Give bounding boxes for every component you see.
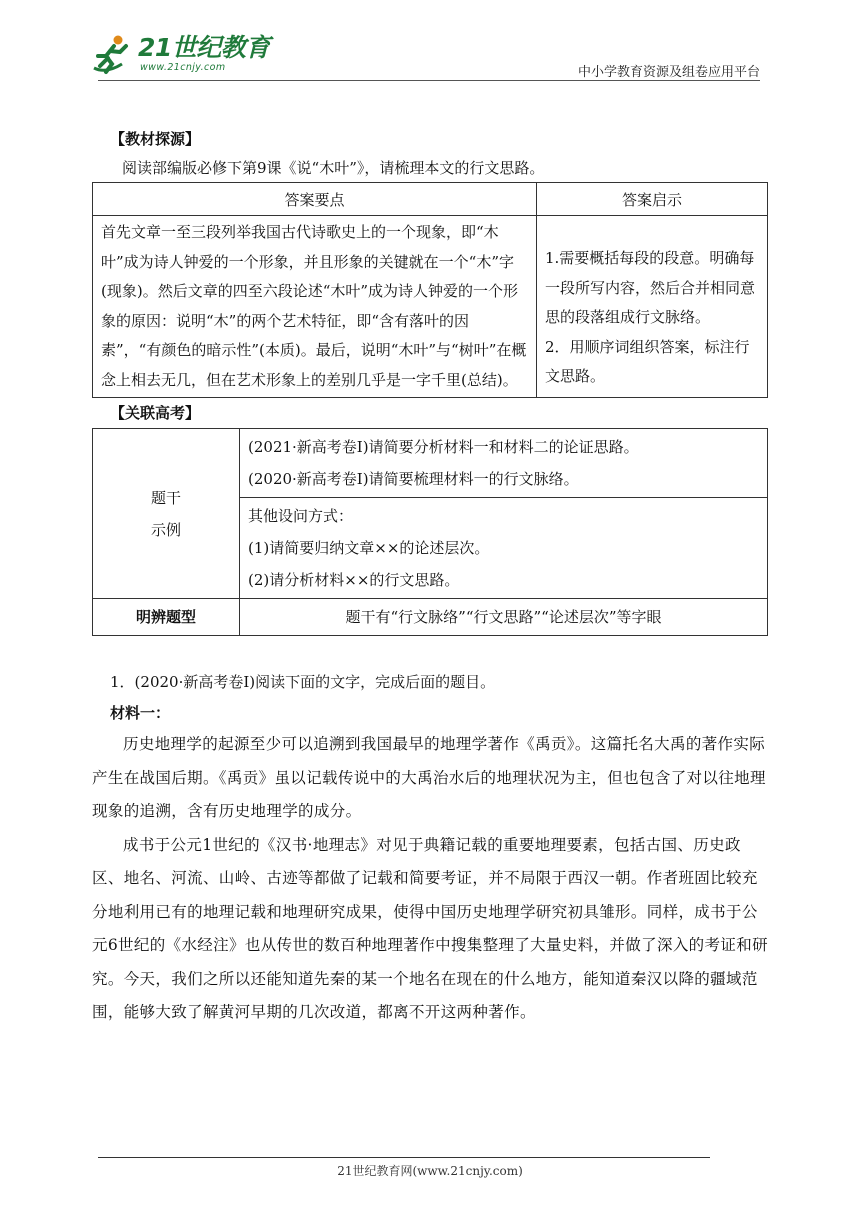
question-prompt: 1．(2020·新高考卷Ⅰ)阅读下面的文字，完成后面的题目。 — [110, 673, 496, 691]
other-question-2: (2)请分析材料××的行文思路。 — [248, 571, 460, 589]
logo-text: 21世纪教育 — [138, 33, 270, 62]
material-paragraph-1: 历史地理学的起源至少可以追溯到我国最早的地理学著作《禹贡》。这篇托名大禹的著作实际产生在战国后期。《禹贡》虽以记载传说中的大禹治水后的地理状况为主，但也包含了对以往地理现象的追溯，含有历史地理学的成分。 — [92, 735, 766, 820]
exam-table — [92, 428, 768, 636]
identify-type-text: 题干有“行文脉络”“行文思路”“论述层次”等字眼 — [240, 599, 768, 636]
column-header-hints: 答案启示 — [537, 183, 768, 216]
hint-item-1: 1.需要概括每段的段意。明确每一段所写内容，然后合并相同意思的段落组成行文脉络。 — [545, 249, 756, 326]
column-header-points: 答案要点 — [93, 183, 537, 216]
answer-table — [92, 182, 768, 398]
material-paragraph-2: 成书于公元1世纪的《汉书·地理志》对见于典籍记载的重要地理要素，包括古国、历史政区、地名、河流、山岭、古迹等都做了记载和简要考证，并不局限于西汉一朝。作者班固比较充分地利用已有的地理记载和地理研究成果，使得中国历史地理学研究初具雏形。同样，成书于公元6世纪的《水经注》也从传世的数百种地理著作中搜集整理了大量史料，并做了深入的考证和研究。今天，我们之所以还能知道先秦的某一个地名在现在的什么地方，能知道秦汉以降的疆域范围，能够大致了解黄河早期的几次改道，都离不开这两种著作。 — [92, 835, 768, 1021]
runner-logo-icon — [92, 34, 132, 76]
section-intro: 阅读部编版必修下第9课《说“木叶”》，请梳理本文的行文思路。 — [122, 159, 545, 177]
header-divider — [98, 80, 760, 81]
other-questions-title: 其他设问方式： — [248, 507, 354, 525]
exam-examples-cell — [240, 429, 768, 498]
site-logo[interactable] — [90, 26, 290, 78]
exam-example-2: (2020·新高考卷Ⅰ)请简要梳理材料一的行文脉络。 — [248, 470, 579, 488]
hint-item-2: 2．用顺序词组织答案，标注行文思路。 — [545, 337, 750, 385]
section-title-textbook: 【教材探源】 — [110, 130, 201, 148]
table-row — [93, 429, 768, 498]
exam-example-1: (2021·新高考卷Ⅰ)请简要分析材料一和材料二的论证思路。 — [248, 438, 639, 456]
logo-url: www.21cnjy.com — [140, 62, 226, 73]
other-questions-cell — [240, 498, 768, 599]
answer-table-header — [93, 183, 768, 216]
page-header — [0, 0, 860, 90]
other-question-1: (1)请简要归纳文章××的论述层次。 — [248, 539, 490, 557]
section-title-exam: 【关联高考】 — [110, 404, 201, 422]
stem-example-label — [93, 429, 240, 599]
answer-hints-cell — [537, 216, 768, 398]
table-row — [93, 216, 768, 398]
answer-points-cell: 首先文章一至三段列举我国古代诗歌史上的一个现象，即“木叶”成为诗人钟爱的一个形象，并且形象的关键就在一个“木”字(现象)。然后文章的四至六段论述“木叶”成为诗人钟爱的一个形象的原因：说明“木”的两个艺术特征，即“含有落叶的因素”，“有颜色的暗示性”(本质)。最后，说明“木叶”与“树叶”在概念上相去无几，但在艺术形象上的差别几乎是一字千里(总结)。 — [93, 216, 537, 398]
identify-type-label: 明辨题型 — [93, 599, 240, 636]
question-block — [92, 666, 768, 1030]
table-row — [93, 599, 768, 636]
platform-title: 中小学教育资源及组卷应用平台 — [577, 65, 760, 80]
label-line: 题干 — [150, 488, 181, 507]
label-line: 示例 — [150, 520, 181, 539]
footer-divider — [98, 1157, 710, 1158]
material-title: 材料一： — [110, 704, 171, 722]
document-body — [92, 124, 768, 1030]
page-footer: 21世纪教育网(www.21cnjy.com) — [337, 1164, 523, 1178]
